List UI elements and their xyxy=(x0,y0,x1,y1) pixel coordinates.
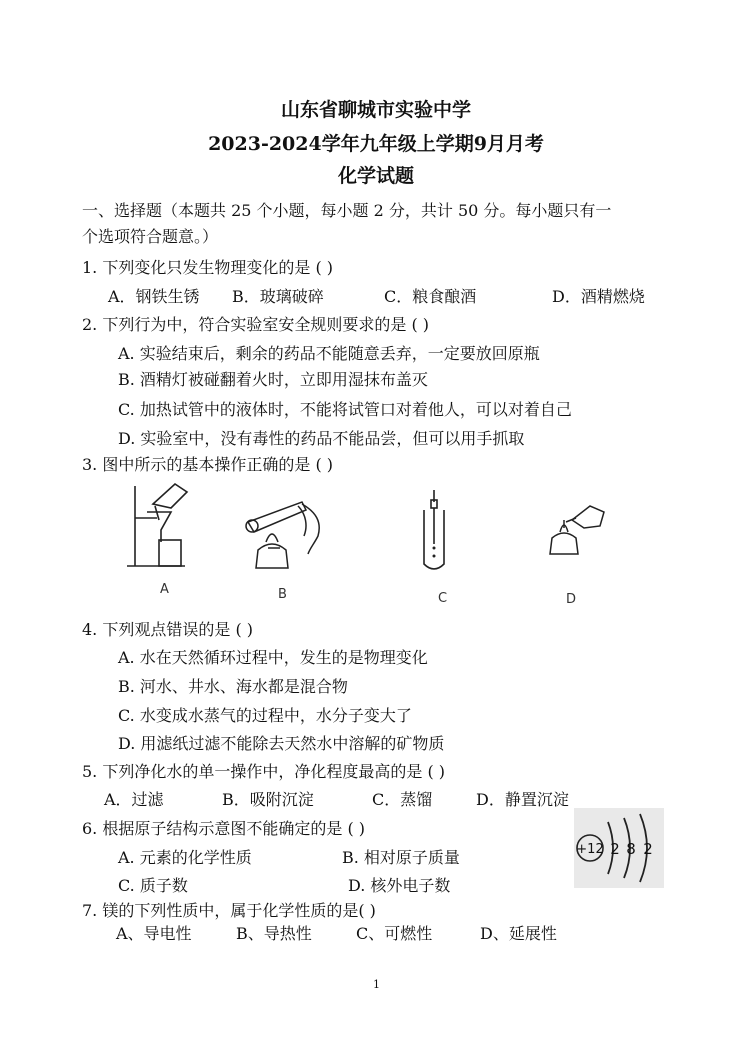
q5-option-d: D．静置沉淀 xyxy=(476,790,569,809)
q7-option-a: A、导电性 xyxy=(116,924,192,943)
q4-option-d: D. 用滤纸过滤不能除去天然水中溶解的矿物质 xyxy=(118,734,445,753)
q1-stem: 1. 下列变化只发生物理变化的是 ( ) xyxy=(82,258,334,277)
q2-option-a: A. 实验结束后，剩余的药品不能随意丢弃，一定要放回原瓶 xyxy=(118,344,540,363)
shell-2-electrons: 8 xyxy=(626,840,636,858)
figure-label-d: D xyxy=(566,592,577,607)
alcohol-lamp-lighting-figure xyxy=(546,498,608,560)
subject-title: 化学试题 xyxy=(337,165,414,187)
q6-option-a: A. 元素的化学性质 xyxy=(118,848,252,867)
q6-option-c: C. 质子数 xyxy=(118,876,188,895)
q4-option-b: B. 河水、井水、海水都是混合物 xyxy=(118,677,348,696)
q1-option-b: B．玻璃破碎 xyxy=(232,287,324,306)
q7-stem: 7. 镁的下列性质中，属于化学性质的是( ) xyxy=(82,901,376,920)
school-title: 山东省聊城市实验中学 xyxy=(280,99,471,121)
q6-option-d: D. 核外电子数 xyxy=(348,876,451,895)
q4-option-c: C. 水变成水蒸气的过程中，水分子变大了 xyxy=(118,706,412,725)
filtration-apparatus-figure xyxy=(125,478,195,574)
section-heading-line2: 个选项符合题意。） xyxy=(82,227,219,246)
q5-stem: 5. 下列净化水的单一操作中，净化程度最高的是 ( ) xyxy=(82,762,446,781)
section-heading-line1: 一、选择题（本题共 25 个小题，每小题 2 分，共计 50 分。每小题只有一 xyxy=(82,201,612,220)
q5-option-c: C．蒸馏 xyxy=(372,790,433,809)
atomic-structure-diagram xyxy=(574,808,664,888)
q5-option-b: B．吸附沉淀 xyxy=(222,790,314,809)
q7-option-c: C、可燃性 xyxy=(356,924,433,943)
q1-option-d: D．酒精燃烧 xyxy=(552,287,645,306)
q4-stem: 4. 下列观点错误的是 ( ) xyxy=(82,620,254,639)
q2-option-c: C. 加热试管中的液体时，不能将试管口对着他人，可以对着自己 xyxy=(118,400,572,419)
shell-1-electrons: 2 xyxy=(610,840,620,858)
q4-option-a: A. 水在天然循环过程中，发生的是物理变化 xyxy=(118,648,428,667)
q1-option-a: A．钢铁生锈 xyxy=(108,287,200,306)
q6-stem: 6. 根据原子结构示意图不能确定的是 ( ) xyxy=(82,819,366,838)
dropper-in-tube-figure xyxy=(418,486,450,574)
q6-option-b: B. 相对原子质量 xyxy=(342,848,460,867)
nucleus-charge: +12 xyxy=(576,842,604,857)
heating-test-tube-figure xyxy=(238,492,330,578)
q2-option-b: B. 酒精灯被碰翻着火时，立即用湿抹布盖灭 xyxy=(118,370,428,389)
figure-label-c: C xyxy=(438,591,448,606)
q1-option-c: C．粮食酿酒 xyxy=(384,287,477,306)
q3-stem: 3. 图中所示的基本操作正确的是 ( ) xyxy=(82,455,334,474)
q2-option-d: D. 实验室中，没有毒性的药品不能品尝，但可以用手抓取 xyxy=(118,429,525,448)
q7-option-b: B、导热性 xyxy=(236,924,312,943)
exam-title: 2023-2024学年九年级上学期9月月考 xyxy=(208,133,544,155)
page-number: 1 xyxy=(373,978,380,991)
q2-stem: 2. 下列行为中，符合实验室安全规则要求的是 ( ) xyxy=(82,315,430,334)
q5-option-a: A．过滤 xyxy=(104,790,164,809)
q7-option-d: D、延展性 xyxy=(480,924,557,943)
figure-label-b: B xyxy=(278,587,287,602)
figure-label-a: A xyxy=(160,582,169,597)
shell-3-electrons: 2 xyxy=(643,840,653,858)
